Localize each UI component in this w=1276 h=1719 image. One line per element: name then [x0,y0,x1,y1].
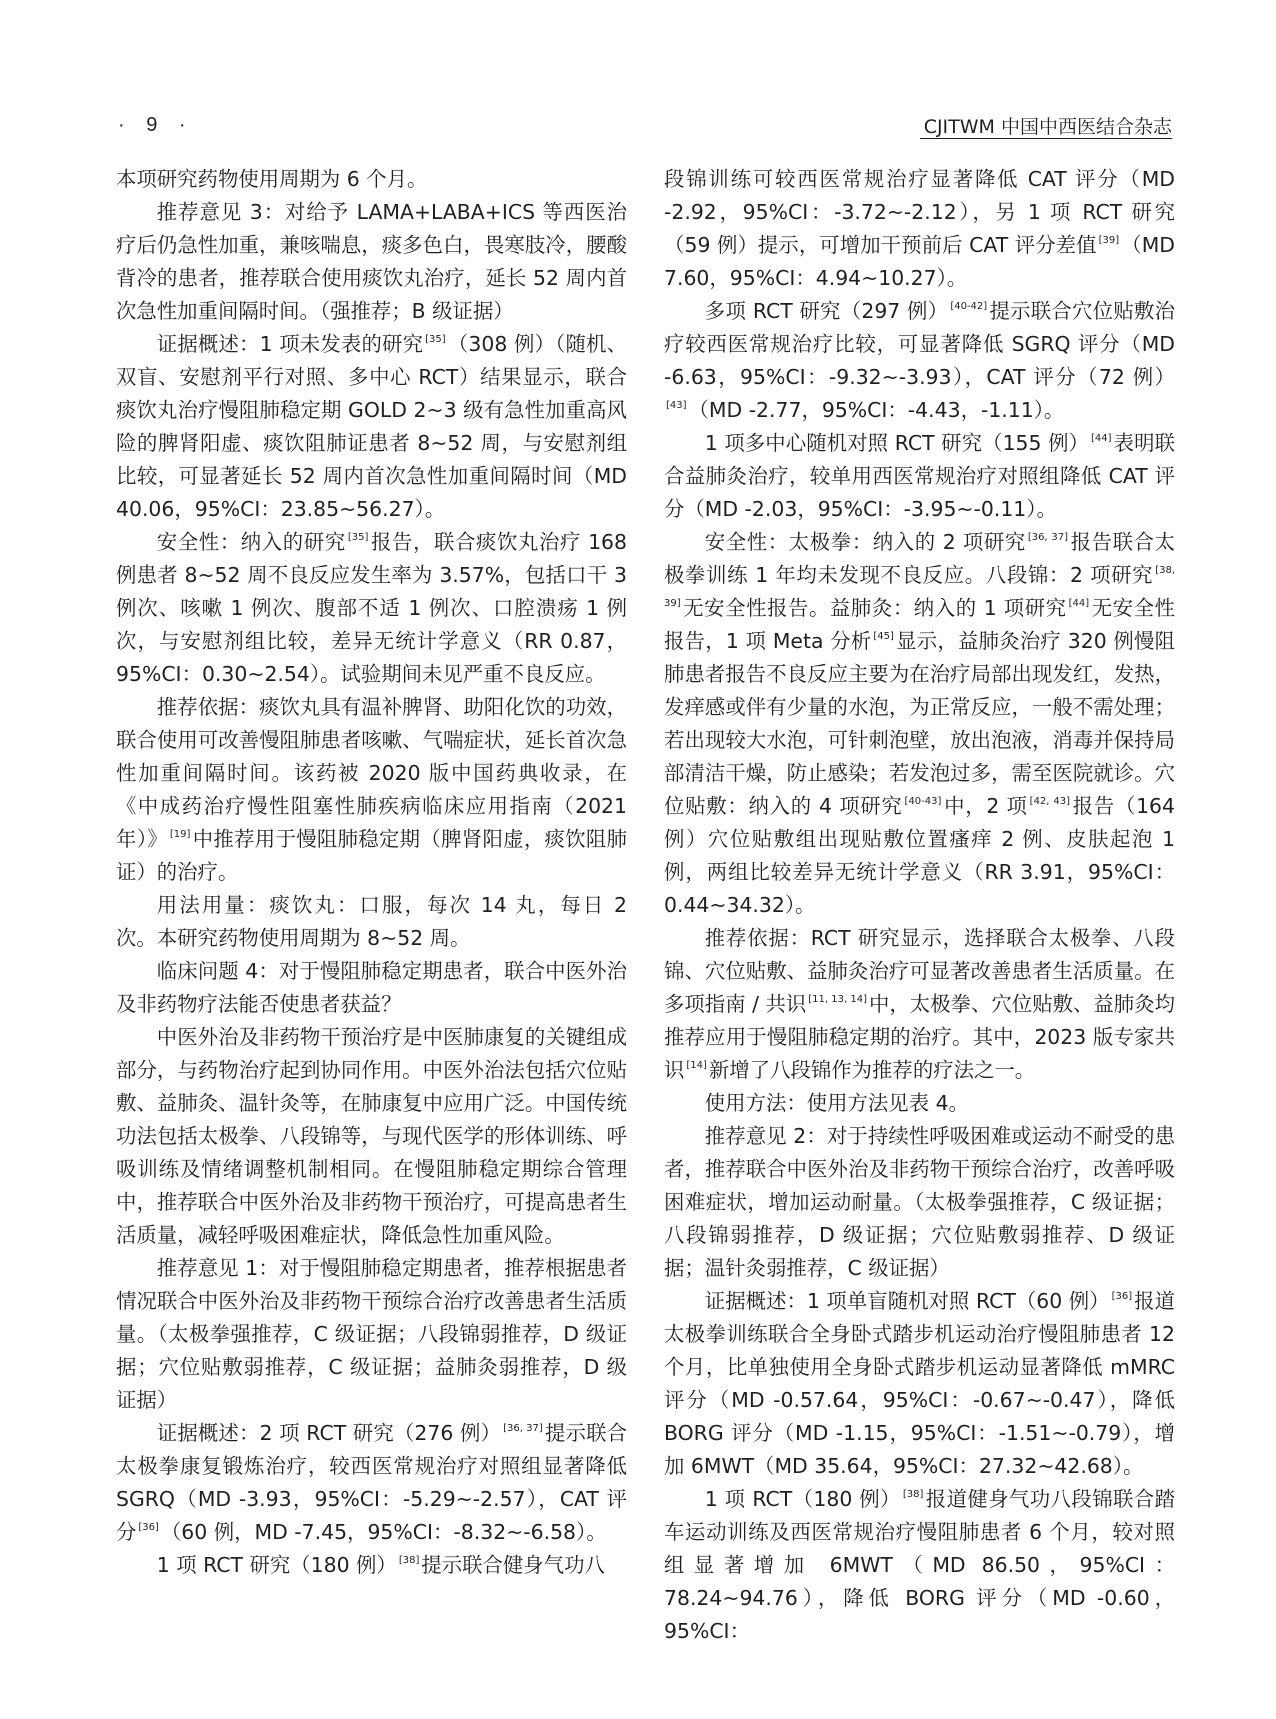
citation-ref: [43] [666,400,687,411]
paragraph-text: 1 项 RCT 研究（180 例） [156,1553,397,1577]
paragraph-text: （60 例，MD -7.45，95%CI：-8.32~-6.58）。 [160,1520,607,1544]
citation-ref: [14] [686,1060,707,1071]
citation-ref: [38, 39] [664,565,1175,609]
citation-ref: [38] [902,1489,924,1500]
citation-ref: [40-42] [950,301,988,312]
paragraph-text: 本项研究药物使用周期为 6 个月。 [116,167,428,191]
paragraph-text: 安全性：纳入的研究 [156,530,346,554]
paragraph-text: 报告，联合痰饮丸治疗 168 例患者 8~52 周不良反应发生率为 3.57%，包括口干 3 例次、咳嗽 1 例次、腹部不适 1 例次、口腔溃疡 1 例次，与安慰剂组比较，差异无统计学意义（RR 0.87，95%CI：0.30~2.54）。试验期间未见严重不良反应。 [116,530,628,686]
paragraph [116,196,627,328]
citation-ref: [35] [347,532,369,543]
paragraph [664,427,1175,526]
paragraph-text: 证据概述：2 项 RCT 研究（276 例） [156,1421,502,1445]
paragraph-text: 推荐意见 2：对于持续性呼吸困难或运动不耐受的患者，推荐联合中医外治及非药物干预综合治疗，改善呼吸困难症状，增加运动耐量。（太极拳强推荐，C 级证据；八段锦弱推荐，D 级证据；穴位贴敷弱推荐、D 级证据；温针灸弱推荐，C 级证据） [664,1124,1175,1280]
paragraph-text: 无安全性报告，1 项 Meta 分析 [664,596,1175,653]
paragraph-text: （308 例）（随机、双盲、安慰剂平行对照、多中心 RCT）结果显示，联合痰饮丸治疗慢阻肺稳定期 GOLD 2~3 级有急性加重高风险的脾肾阳虚、痰饮阻肺证患者 8~52 周，与安慰剂组比较，可显著延长 52 周内首次急性加重间隔时间（MD 40.06，95%CI：23.85~56.27）。 [116,332,627,521]
paragraph [116,889,627,955]
paragraph [116,1549,627,1582]
header-rule [920,138,1172,139]
journal-name: CJITWM 中国中西医结合杂志 [923,116,1172,138]
page-number: · 9 · [118,114,194,136]
paragraph-text: 表明联合益肺灸治疗，较单用西医常规治疗对照组降低 CAT 评分（MD -2.03，95%CI：-3.95~-0.11）。 [664,431,1175,521]
paragraph [664,526,1175,922]
citation-ref: [36, 37] [503,1423,543,1434]
citation-ref: [36] [1111,1291,1133,1302]
paragraph-text: 使用方法：使用方法见表 4。 [704,1091,969,1115]
paragraph-text: 中医外治及非药物干预治疗是中医肺康复的关键组成部分，与药物治疗起到协同作用。中医外治法包括穴位贴敷、益肺灸、温针灸等，在肺康复中应用广泛。中国传统功法包括太极拳、八段锦等，与现代医学的形体训练、呼吸训练及情绪调整机制相同。在慢阻肺稳定期综合管理中，推荐联合中医外治及非药物干预治疗，可提高患者生活质量，减轻呼吸困难症状，降低急性加重风险。 [116,1025,627,1247]
paragraph [664,1483,1175,1648]
paragraph-text: 临床问题 4：对于慢阻肺稳定期患者，联合中医外治及非药物疗法能否使患者获益？ [116,959,627,1016]
paragraph [116,1417,627,1549]
left-column [116,163,627,1582]
paragraph [664,163,1175,295]
paragraph-text: 推荐意见 1：对于慢阻肺稳定期患者，推荐根据患者情况联合中医外治及非药物干预综合治疗改善患者生活质量。（太极拳强推荐，C 级证据；八段锦弱推荐，D 级证据；穴位贴敷弱推荐，C 级证据；益肺灸弱推荐，D 级证据） [116,1256,627,1412]
paragraph [116,526,627,691]
citation-ref: [38] [398,1555,420,1566]
paragraph [116,1252,627,1417]
paragraph-text: （MD -2.77，95%CI：-4.43，-1.11）。 [688,398,1065,422]
page-header [0,0,1276,150]
paragraph-text: （MD 7.60，95%CI：4.94~10.27）。 [664,233,1175,290]
paragraph-text: 1 项 RCT（180 例） [704,1487,901,1511]
paragraph-text: 证据概述：1 项单盲随机对照 RCT（60 例） [704,1289,1110,1313]
paragraph-text: 报告联合太极拳训练 1 年均未发现不良反应。八段锦：2 项研究 [664,530,1176,587]
paragraph [116,163,627,196]
paragraph-text: 提示联合健身气功八 [421,1553,605,1577]
paragraph-text: 1 项多中心随机对照 RCT 研究（155 例） [704,431,1090,455]
paragraph [116,1021,627,1252]
paragraph-text: 中，太极拳、穴位贴敷、益肺灸均推荐应用于慢阻肺稳定期的治疗。其中，2023 版专家共识 [664,992,1175,1082]
paragraph-text: 段锦训练可较西医常规治疗显著降低 CAT 评分（MD -2.92，95%CI：-3.72~-2.12），另 1 项 RCT 研究（59 例）提示，可增加干预前后 CAT 评分差值 [664,167,1175,257]
paragraph [116,691,627,889]
citation-ref: [44] [1091,433,1112,444]
paragraph-text: 无安全性报告。益肺灸：纳入的 1 项研究 [682,596,1067,620]
paragraph-text: 报道健身气功八段锦联合踏车运动训练及西医常规治疗慢阻肺患者 6 个月，较对照组显著增加 6MWT（MD 86.50，95%CI：78.24~94.76），降低 BORG 评分（MD -0.60，95%CI： [664,1487,1176,1643]
paragraph-text: 报告（164 例）穴位贴敷组出现贴敷位置瘙痒 2 例、皮肤起泡 1 例，两组比较差异无统计学意义（RR 3.91，95%CI：0.44~34.32）。 [664,794,1176,917]
paragraph [664,1087,1175,1120]
citation-ref: [44] [1068,598,1090,609]
citation-ref: [45] [873,631,894,642]
paragraph [664,1285,1175,1483]
paragraph [664,295,1175,427]
paragraph-text: 推荐依据：RCT 研究显示，选择联合太极拳、八段锦、穴位贴敷、益肺灸治疗可显著改善患者生活质量。在多项指南 / 共识 [664,926,1175,1016]
paragraph-text: 用法用量：痰饮丸：口服，每次 14 丸，每日 2 次。本研究药物使用周期为 8~52 周。 [116,893,627,950]
paragraph-text: 多项 RCT 研究（297 例） [704,299,949,323]
paragraph-text: 推荐意见 3：对给予 LAMA+LABA+ICS 等西医治疗后仍急性加重，兼咳喘息，痰多色白，畏寒肢冷，腰酸背冷的患者，推荐联合使用痰饮丸治疗，延长 52 周内首次急性加重间隔时间。（强推荐；B 级证据） [116,200,627,323]
citation-ref: [42, 43] [1029,796,1071,807]
citation-ref: [40-43] [904,796,942,807]
paragraph-text: 显示，益肺灸治疗 320 例慢阻肺患者报告不良反应主要为在治疗局部出现发红，发热，发痒感或伴有少量的水泡，为正常反应，一般不需处理；若出现较大水泡，可针刺泡壁，放出泡液，消毒并保持局部清洁干燥，防止感染；若发泡过多，需至医院就诊。穴位贴敷：纳入的 4 项研究 [664,629,1175,818]
paragraph-text: 推荐依据：痰饮丸具有温补脾肾、助阳化饮的功效，联合使用可改善慢阻肺患者咳嗽、气喘症状，延长首次急性加重间隔时间。该药被 2020 版中国药典收录，在《中成药治疗慢性阻塞性肺疾病临床应用指南（2021 年）》 [116,695,627,851]
paragraph [116,328,627,526]
paragraph [116,955,627,1021]
paragraph-text: 中推荐用于慢阻肺稳定期（脾肾阳虚，痰饮阻肺证）的治疗。 [116,827,627,884]
citation-ref: [36, 37] [1027,532,1069,543]
paragraph-text: 证据概述：1 项未发表的研究 [156,332,424,356]
right-column [664,163,1175,1648]
citation-ref: [19] [169,829,191,840]
paragraph-text: 安全性：太极拳：纳入的 2 项研究 [704,530,1026,554]
paragraph-text: 新增了八段锦作为推荐的疗法之一。 [708,1058,1036,1082]
citation-ref: [36] [138,1522,159,1533]
paragraph [664,1120,1175,1285]
paragraph-text: 提示联合太极拳康复锻炼治疗，较西医常规治疗对照组显著降低 SGRQ（MD -3.93，95%CI：-5.29~-2.57），CAT 评分 [116,1421,628,1544]
citation-ref: [39] [1098,235,1120,246]
paragraph-text: 中，2 项 [943,794,1028,818]
paragraph-text: 提示联合穴位贴敷治疗较西医常规治疗比较，可显著降低 SGRQ 评分（MD -6.63，95%CI：-9.32~-3.93），CAT 评分（72 例） [664,299,1176,389]
citation-ref: [11, 13, 14] [808,994,867,1005]
paragraph [664,922,1175,1087]
citation-ref: [35] [425,334,446,345]
paragraph-text: 报道太极拳训练联合全身卧式踏步机运动治疗慢阻肺患者 12 个月，比单独使用全身卧式踏步机运动显著降低 mMRC 评分（MD -0.57.64，95%CI：-0.67~-0.47），降低 BORG 评分（MD -1.15，95%CI：-1.51~-0.79），增加 6MWT（MD 35.64，95%CI：27.32~42.68）。 [664,1289,1175,1478]
